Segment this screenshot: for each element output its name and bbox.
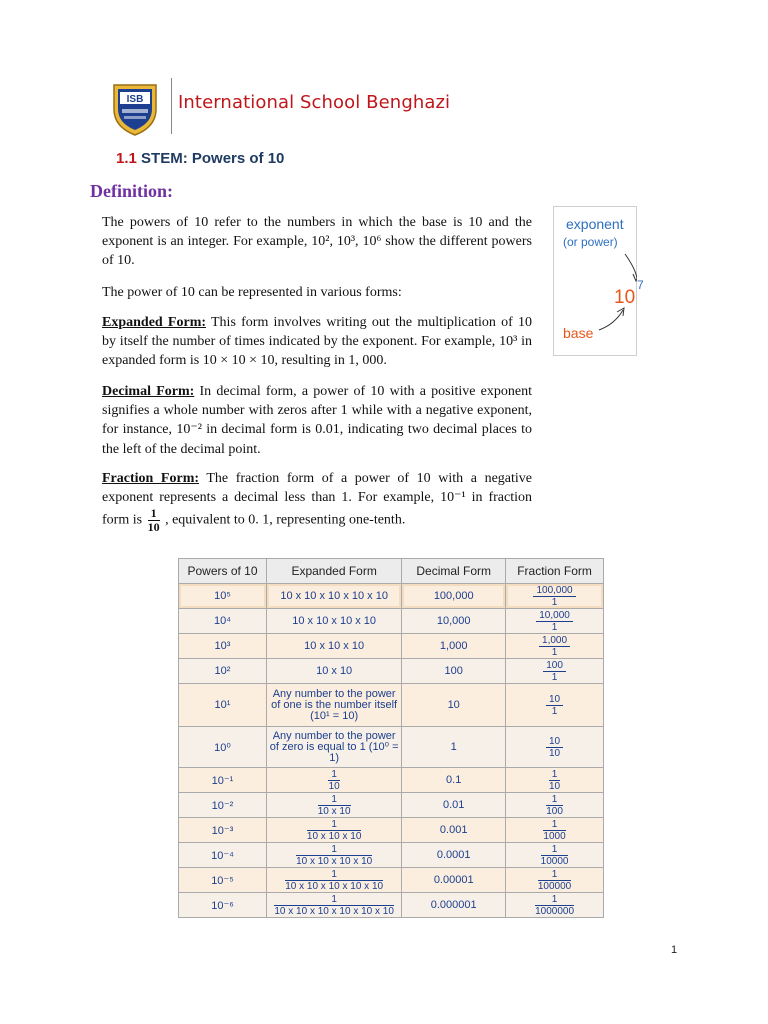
cell-expanded xyxy=(267,793,402,818)
cell-fraction xyxy=(506,768,604,793)
table-row xyxy=(179,893,604,918)
decimal-form-label: Decimal Form: xyxy=(102,384,195,399)
cell-decimal: 1,000 xyxy=(402,634,506,659)
inline-fraction-denominator: 10 xyxy=(147,520,160,535)
cell-fraction xyxy=(506,893,604,918)
header-expanded: Expanded Form xyxy=(267,559,402,584)
fraction-numerator: 1 xyxy=(549,769,561,781)
table-row xyxy=(179,584,604,609)
table-row xyxy=(179,868,604,893)
fraction-denominator: 1 xyxy=(551,671,558,683)
exponent-arrow-icon xyxy=(625,254,637,278)
logo-lettering: ISB xyxy=(126,94,144,105)
cell-power: 10⁵ xyxy=(179,584,267,609)
cell-expanded xyxy=(267,843,402,868)
paragraph-decimal xyxy=(102,382,532,459)
diagram-base-label: base xyxy=(563,325,594,341)
base-arrow-icon xyxy=(599,310,623,330)
cell-fraction xyxy=(506,684,604,727)
school-logo xyxy=(106,79,164,137)
expanded-denominator: 10 xyxy=(328,780,340,792)
fraction-numerator: 1 xyxy=(535,894,574,906)
table-row xyxy=(179,793,604,818)
cell-decimal: 0.000001 xyxy=(402,893,506,918)
fraction-numerator: 1 xyxy=(541,844,569,856)
fraction-numerator: 10 xyxy=(546,694,563,706)
table-header-row xyxy=(179,559,604,584)
fraction-numerator: 1 xyxy=(538,869,571,881)
cell-fraction xyxy=(506,868,604,893)
table-row xyxy=(179,684,604,727)
cell-fraction xyxy=(506,727,604,768)
cell-expanded: 10 x 10 x 10 xyxy=(267,634,402,659)
cell-decimal: 0.001 xyxy=(402,818,506,843)
cell-fraction xyxy=(506,793,604,818)
cell-fraction xyxy=(506,659,604,684)
table-row xyxy=(179,768,604,793)
fraction-denominator: 1 xyxy=(551,596,558,608)
cell-expanded xyxy=(267,893,402,918)
cell-decimal: 100,000 xyxy=(402,584,506,609)
fraction-denominator: 100000 xyxy=(537,880,572,892)
cell-power: 10⁴ xyxy=(179,609,267,634)
cell-expanded: 10 x 10 x 10 x 10 xyxy=(267,609,402,634)
expanded-numerator: 1 xyxy=(328,769,340,781)
cell-decimal: 0.00001 xyxy=(402,868,506,893)
fraction-numerator: 1 xyxy=(546,794,563,806)
paragraph-forms: The power of 10 can be represented in various forms: xyxy=(102,285,402,300)
cell-fraction xyxy=(506,584,604,609)
expanded-numerator: 1 xyxy=(296,844,372,856)
expanded-denominator: 10 x 10 xyxy=(317,805,351,817)
fraction-denominator: 10 xyxy=(548,780,561,792)
paragraph-expanded xyxy=(102,313,532,371)
cell-decimal: 1 xyxy=(402,727,506,768)
inline-fraction-numerator: 1 xyxy=(148,507,160,521)
fraction-denominator: 100 xyxy=(546,805,563,817)
header-powers: Powers of 10 xyxy=(179,559,267,584)
cell-decimal: 0.1 xyxy=(402,768,506,793)
powers-table xyxy=(178,558,604,918)
cell-expanded-note: Any number to the power of zero is equal to 1 (10⁰ = 1) xyxy=(267,727,402,768)
fraction-numerator: 100 xyxy=(543,660,566,672)
fraction-form-text-a: The fraction form of a power of 10 with a negative exponent represents a decimal less than 1. For example, 10⁻¹ in fraction form is xyxy=(102,471,532,529)
section-heading xyxy=(116,150,284,167)
fraction-denominator: 1000000 xyxy=(535,905,575,917)
cell-power: 10⁻⁴ xyxy=(179,843,267,868)
cell-fraction xyxy=(506,818,604,843)
paragraph-intro: The powers of 10 refer to the numbers in which the base is 10 and the exponent is an integer. For example, 10², 10³, 10⁶ show the different powers of 10. xyxy=(102,215,532,269)
table-row xyxy=(179,843,604,868)
fraction-form-label: Fraction Form: xyxy=(102,471,200,486)
header-decimal: Decimal Form xyxy=(402,559,506,584)
cell-expanded xyxy=(267,818,402,843)
fraction-denominator: 1 xyxy=(551,621,558,633)
cell-expanded xyxy=(267,868,402,893)
cell-power: 10¹ xyxy=(179,684,267,727)
cell-decimal: 100 xyxy=(402,659,506,684)
diagram-exponent-number: 7 xyxy=(637,278,644,292)
diagram-exponent-label: exponent xyxy=(566,216,624,232)
cell-power: 10⁰ xyxy=(179,727,267,768)
expanded-denominator: 10 x 10 x 10 x 10 x 10 x 10 xyxy=(274,905,394,917)
definition-heading: Definition: xyxy=(90,181,173,201)
cell-decimal: 0.01 xyxy=(402,793,506,818)
cell-decimal: 10 xyxy=(402,684,506,727)
inline-fraction xyxy=(148,507,160,534)
fraction-denominator: 1 xyxy=(551,705,558,717)
decimal-form-text: In decimal form, a power of 10 with a positive exponent signifies a whole number with zeros after 1 while with a negative exponent, for instance, 10⁻² in decimal form is 0.01, indicating two decimal places to the left of the decimal point. xyxy=(102,384,532,457)
expanded-numerator: 1 xyxy=(318,794,351,806)
section-number: 1.1 xyxy=(116,150,137,167)
paragraph-fraction xyxy=(102,469,532,534)
fraction-denominator: 10 xyxy=(548,747,561,759)
cell-expanded: 10 x 10 xyxy=(267,659,402,684)
expanded-numerator: 1 xyxy=(307,819,361,831)
cell-expanded-note: Any number to the power of one is the number itself (10¹ = 10) xyxy=(267,684,402,727)
table-row xyxy=(179,659,604,684)
cell-fraction xyxy=(506,843,604,868)
expanded-denominator: 10 x 10 x 10 x 10 xyxy=(296,855,373,867)
expanded-denominator: 10 x 10 x 10 x 10 x 10 xyxy=(285,880,384,892)
fraction-denominator: 1000 xyxy=(543,830,566,842)
expanded-denominator: 10 x 10 x 10 xyxy=(306,830,362,842)
fraction-denominator: 10000 xyxy=(540,855,569,867)
table-row xyxy=(179,634,604,659)
fraction-numerator: 10 xyxy=(546,736,563,748)
table-row xyxy=(179,818,604,843)
cell-power: 10² xyxy=(179,659,267,684)
section-title: STEM: Powers of 10 xyxy=(141,150,285,167)
page-number: 1 xyxy=(671,944,678,956)
expanded-form-text: This form involves writing out the multiplication of 10 by itself the number of times indicated by the exponent. For example, 10³ in expanded form is 10 × 10 × 10, resulting in 1, 000. xyxy=(102,315,532,369)
expanded-form-label: Expanded Form: xyxy=(102,315,207,330)
cell-fraction xyxy=(506,634,604,659)
fraction-denominator: 1 xyxy=(551,646,558,658)
fraction-numerator: 100,000 xyxy=(533,585,575,597)
table-row xyxy=(179,727,604,768)
cell-power: 10³ xyxy=(179,634,267,659)
header-divider xyxy=(171,78,172,134)
cell-decimal: 10,000 xyxy=(402,609,506,634)
cell-expanded xyxy=(267,768,402,793)
fraction-numerator: 1,000 xyxy=(539,635,570,647)
diagram-base-number: 10 xyxy=(614,287,636,308)
expanded-numerator: 1 xyxy=(285,869,383,881)
cell-expanded: 10 x 10 x 10 x 10 x 10 xyxy=(267,584,402,609)
cell-power: 10⁻³ xyxy=(179,818,267,843)
fraction-form-text-b: , equivalent to 0. 1, representing one-tenth. xyxy=(165,513,406,529)
header-fraction: Fraction Form xyxy=(506,559,604,584)
school-name: International School Benghazi xyxy=(178,92,451,113)
table-row xyxy=(179,609,604,634)
cell-power: 10⁻⁵ xyxy=(179,868,267,893)
cell-power: 10⁻¹ xyxy=(179,768,267,793)
diagram-arrows xyxy=(553,206,637,356)
fraction-numerator: 10,000 xyxy=(536,610,573,622)
cell-decimal: 0.0001 xyxy=(402,843,506,868)
cell-power: 10⁻² xyxy=(179,793,267,818)
fraction-numerator: 1 xyxy=(543,819,565,831)
expanded-numerator: 1 xyxy=(274,894,394,906)
cell-power: 10⁻⁶ xyxy=(179,893,267,918)
cell-fraction xyxy=(506,609,604,634)
diagram-power-label: (or power) xyxy=(563,235,618,249)
